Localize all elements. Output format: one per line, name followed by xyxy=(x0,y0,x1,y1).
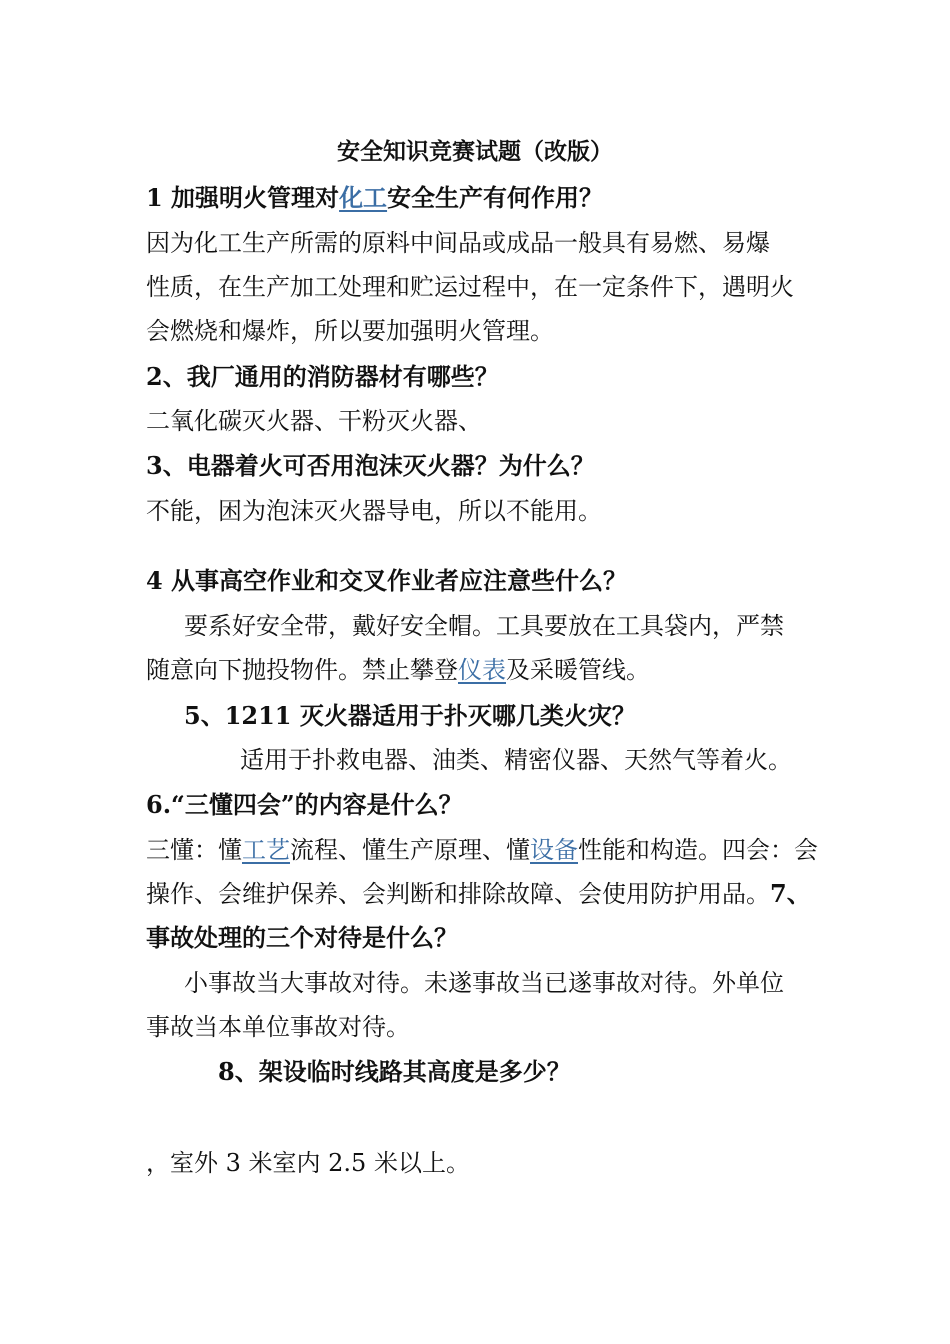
link-equipment[interactable]: 设备 xyxy=(530,836,578,864)
question-4: 4 从事高空作业和交叉作业者应注意些什么？ xyxy=(146,566,628,595)
document-title: 安全知识竞赛试题（改版） xyxy=(337,138,613,165)
answer-6-line-2 xyxy=(146,877,816,911)
answer-6-text-1: 三懂：懂 xyxy=(146,836,242,864)
link-chemical[interactable]: 化工 xyxy=(339,183,388,212)
link-instrument[interactable]: 仪表 xyxy=(458,656,506,684)
link-process[interactable]: 工艺 xyxy=(242,836,290,864)
question-5: 5、1211 灭火器适用于扑灭哪几类火灾？ xyxy=(184,701,636,730)
question-3: 3、电器着火可否用泡沫灭火器？为什么？ xyxy=(146,451,595,480)
answer-6-text-2: 流程、懂生产原理、懂 xyxy=(290,836,530,864)
answer-1-line-2: 性质，在生产加工处理和贮运过程中，在一定条件下，遇明火 xyxy=(146,273,794,301)
answer-2: 二氧化碳灭火器、干粉灭火器、 xyxy=(146,407,482,435)
question-1-text-end: 安全生产有何作用？ xyxy=(387,183,604,212)
question-1 xyxy=(146,181,816,215)
question-1-text: 1 加强明火管理对 xyxy=(146,183,340,212)
answer-4-line-1: 要系好安全带，戴好安全帽。工具要放在工具袋内，严禁 xyxy=(184,612,784,640)
answer-1-line-3: 会燃烧和爆炸，所以要加强明火管理。 xyxy=(146,317,554,345)
question-2: 2、我厂通用的消防器材有哪些？ xyxy=(146,362,499,391)
answer-4-text: 随意向下抛投物件。禁止攀登 xyxy=(146,656,458,684)
question-7-number: 7、 xyxy=(770,879,811,908)
question-8: 8、架设临时线路其高度是多少？ xyxy=(218,1057,571,1086)
answer-3: 不能，困为泡沫灭火器导电，所以不能用。 xyxy=(146,497,602,525)
answer-4-text-end: 及采暖管线。 xyxy=(506,656,650,684)
question-6: 6.“三懂四会”的内容是什么？ xyxy=(146,790,463,819)
answer-7-line-1: 小事故当大事故对待。未遂事故当已遂事故对待。外单位 xyxy=(184,969,784,997)
answer-6-text-3: 性能和构造。四会：会 xyxy=(578,836,818,864)
answer-5: 适用于扑救电器、油类、精密仪器、天然气等着火。 xyxy=(240,746,792,774)
answer-6-text-4: 操作、会维护保养、会判断和排除故障、会使用防护用品。 xyxy=(146,880,770,908)
answer-6-line-1 xyxy=(146,833,816,867)
answer-1-line-1: 因为化工生产所需的原料中间品或成品一般具有易燃、易爆 xyxy=(146,229,770,257)
answer-8: ，室外 3 米室内 2.5 米以上。 xyxy=(146,1149,470,1177)
answer-7-line-2: 事故当本单位事故对待。 xyxy=(146,1013,410,1041)
answer-4-line-2 xyxy=(146,653,816,687)
question-7: 事故处理的三个对待是什么？ xyxy=(146,923,458,952)
